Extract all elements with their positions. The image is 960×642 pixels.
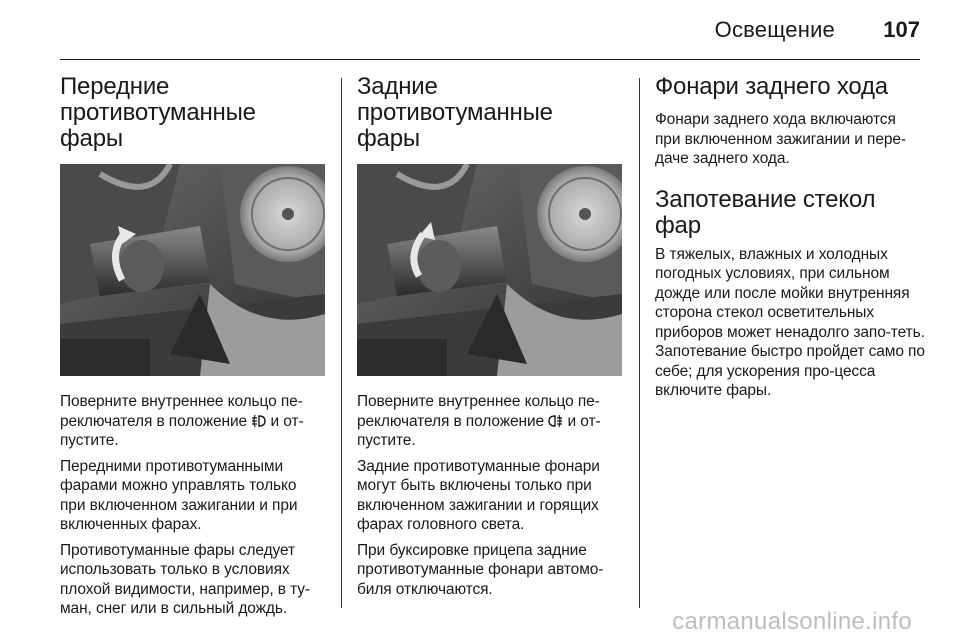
heading-reverse-lights: Фонари заднего хода — [655, 73, 888, 100]
page-number: 107 — [883, 17, 920, 42]
page-header — [0, 0, 960, 60]
heading-fogged-lenses: Запотевание стекол фар — [655, 185, 876, 239]
column-divider-1 — [341, 78, 342, 608]
paragraph-2: Задние противотуманные фонари могут быть включены только при включенном зажигании и горящих фарах головного света. — [357, 457, 600, 533]
paragraph-3: При буксировке прицепа задние противотуманные фонари автомо-биля отключаются. — [357, 541, 604, 598]
watermark: carmanualsonline.info — [672, 608, 912, 635]
paragraph-reverse: Фонари заднего хода включаются при включенном зажигании и пере-даче заднего хода. — [655, 111, 906, 167]
section-title: Освещение — [714, 17, 835, 42]
rear-fog-light-icon — [548, 414, 563, 428]
front-fog-light-icon — [251, 414, 266, 428]
switch-photo-rear — [357, 164, 622, 376]
paragraph-1: Поверните внутреннее кольцо пе-реключателя в положение и от-пустите. — [357, 393, 601, 449]
switch-photo-front — [60, 164, 325, 376]
paragraph-2: Передними противотуманными фарами можно управлять только при включенном зажигании и при включенных фарах. — [60, 457, 298, 533]
column-reverse-lights — [655, 74, 925, 407]
paragraph-3: Противотуманные фары следует использовать только в условиях плохой видимости, например, в ту-ман, снег или в сильный дождь. — [60, 541, 310, 617]
column-divider-2 — [639, 78, 640, 608]
header-rule — [60, 59, 920, 60]
heading-front-fog: Передние противотуманные фары — [60, 73, 256, 152]
paragraph-1: Поверните внутреннее кольцо пе-реключателя в положение и от-пустите. — [60, 393, 304, 449]
heading-rear-fog: Задние противотуманные фары — [357, 73, 553, 152]
paragraph-fogged: В тяжелых, влажных и холодных погодных условиях, при сильном дожде или после мойки внутренняя сторона стекол осветительных приборов может ненадолго запо-теть. Запотевание быстро пройдет само по себе; для ускорения про-цесса включите фары. — [655, 245, 925, 399]
column-rear-fog — [357, 74, 622, 605]
column-front-fog — [60, 74, 325, 625]
